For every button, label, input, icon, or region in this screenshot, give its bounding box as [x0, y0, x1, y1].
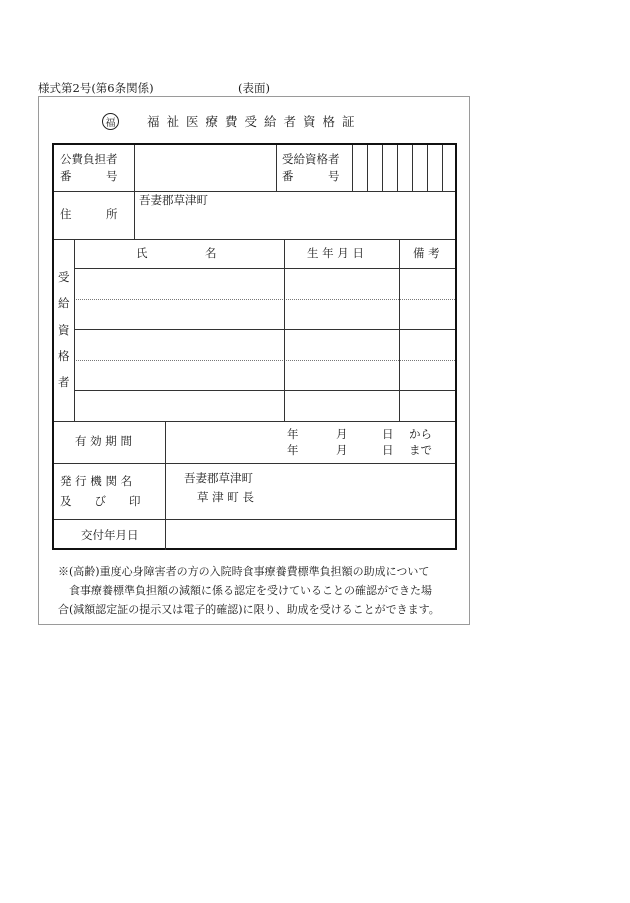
validity-label: 有 効 期 間 [75, 434, 132, 448]
validity-until: まで [409, 443, 432, 457]
col-divider [382, 145, 383, 191]
vertical-label-char: 給 [58, 296, 70, 310]
page-title: 福祉医療費受給者資格証 [147, 114, 362, 129]
certificate-title [102, 111, 362, 131]
col-divider [367, 145, 368, 191]
col-divider [352, 145, 353, 191]
col-divider [276, 145, 277, 191]
issuer-name: 吾妻郡草津町 [184, 471, 253, 485]
issue-date-label: 交付年月日 [81, 528, 139, 542]
validity-year: 年 [287, 443, 299, 457]
row-divider [54, 239, 455, 240]
col-divider [284, 239, 285, 421]
payer-number-label-2: 番 号 [60, 169, 118, 183]
vertical-label-char: 受 [58, 270, 70, 284]
col-divider [442, 145, 443, 191]
row-divider [54, 519, 455, 520]
col-divider [427, 145, 428, 191]
address-label: 住 所 [60, 207, 118, 221]
col-divider [399, 239, 400, 421]
payer-number-label: 公費負担者 [60, 152, 118, 166]
certificate-form [52, 143, 457, 550]
footnote-line: 食事療養標準負担額の減額に係る認定を受けていることの確認ができた場 [58, 584, 432, 597]
validity-month: 月 [336, 443, 348, 457]
validity-month: 月 [336, 427, 348, 441]
validity-year: 年 [287, 427, 299, 441]
row-divider [74, 268, 455, 269]
row-divider [74, 390, 455, 391]
birthdate-column-header: 生 年 月 日 [307, 246, 364, 260]
vertical-label-char: 格 [58, 349, 70, 363]
form-side-label: (表面) [238, 81, 270, 95]
row-divider [74, 329, 455, 330]
issuer-label: 発 行 機 関 名 [60, 474, 133, 488]
issuer-title: 草 津 町 長 [197, 490, 254, 504]
validity-day: 日 [382, 427, 394, 441]
footnote-line: ※(高齢)重度心身障害者の方の入院時食事療養費標準負担額の助成について [58, 565, 430, 578]
col-divider [74, 239, 75, 421]
row-divider [54, 463, 455, 464]
col-divider [412, 145, 413, 191]
col-divider [134, 145, 135, 239]
vertical-label-char: 者 [58, 375, 70, 389]
vertical-label-char: 資 [58, 323, 70, 337]
address-value: 吾妻郡草津町 [139, 193, 208, 207]
row-divider [74, 360, 455, 361]
col-divider [165, 421, 166, 550]
footnote-line: 合(減額認定証の提示又は電子的確認)に限り、助成を受けることができます。 [58, 603, 440, 616]
issuer-label-2: 及 び 印 [60, 494, 141, 508]
form-number: 様式第2号(第6条関係) [38, 81, 154, 95]
recipient-number-label-2: 番 号 [282, 169, 340, 183]
remarks-column-header: 備 考 [413, 246, 440, 260]
validity-from: から [409, 427, 432, 441]
fuku-seal-icon: 福 [102, 113, 119, 130]
col-divider [397, 145, 398, 191]
footnote [58, 562, 460, 619]
validity-day: 日 [382, 443, 394, 457]
row-divider [74, 299, 455, 300]
recipient-number-label: 受給資格者 [282, 152, 340, 166]
row-divider [54, 421, 455, 422]
row-divider [54, 191, 455, 192]
name-column-header: 氏 名 [136, 246, 217, 260]
